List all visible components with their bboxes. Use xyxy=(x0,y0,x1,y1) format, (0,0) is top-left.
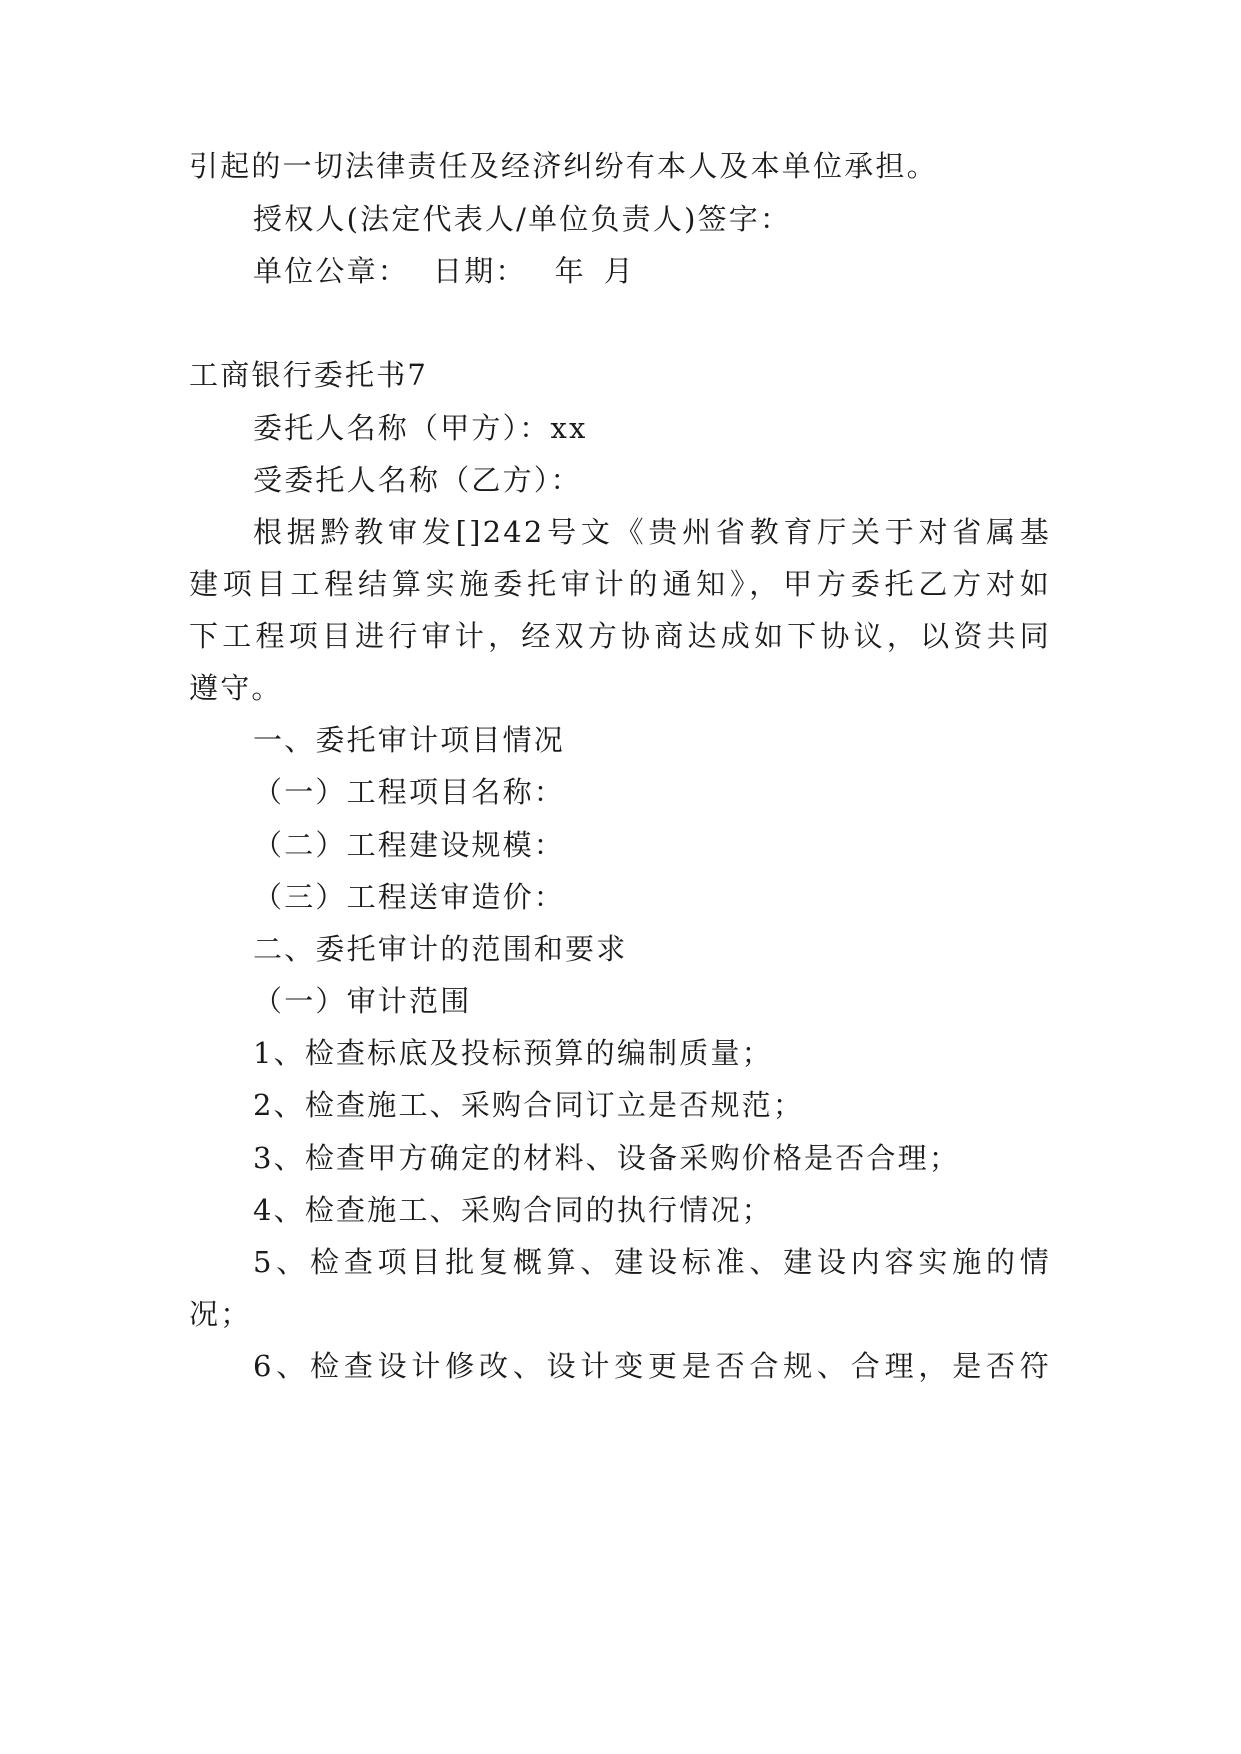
scope-item-6: 6、检查设计修改、设计变更是否合规、合理，是否符 xyxy=(253,1349,1051,1383)
part2-heading: 二、委托审计的范围和要求 xyxy=(253,932,628,966)
intro-line-2: 建项目工程结算实施委托审计的通知》，甲方委托乙方对如 xyxy=(189,567,1051,601)
part1-item-2: （二）工程建设规模： xyxy=(253,828,566,862)
year-label: 年 xyxy=(554,254,586,288)
scope-item-2: 2、检查施工、采购合同订立是否规范； xyxy=(253,1088,805,1122)
date-label: 日期： xyxy=(433,254,527,288)
part2-sub1: （一）审计范围 xyxy=(253,984,472,1018)
part1-item-3: （三）工程送审造价： xyxy=(253,880,566,914)
scope-item-3: 3、检查甲方确定的材料、设备采购价格是否合理； xyxy=(253,1141,961,1175)
agent-name: 受委托人名称（乙方）： xyxy=(253,463,582,497)
scope-item-4: 4、检查施工、采购合同的执行情况； xyxy=(253,1193,773,1227)
month-label: 月 xyxy=(603,254,636,288)
intro-line-1: 根据黔教审发[]242号文《贵州省教育厅关于对省属基 xyxy=(253,515,1051,549)
scope-item-1: 1、检查标底及投标预算的编制质量； xyxy=(253,1036,773,1070)
closing-line: 引起的一切法律责任及经济纠纷有本人及本单位承担。 xyxy=(189,149,938,183)
intro-line-3: 下工程项目进行审计，经双方协商达成如下协议，以资共同 xyxy=(189,619,1051,653)
principal-name: 委托人名称（甲方）：xx xyxy=(253,411,588,445)
scope-item-5-line-2: 况； xyxy=(189,1297,252,1331)
seal-date-row xyxy=(253,251,1051,291)
part1-item-1: （一）工程项目名称： xyxy=(253,775,566,809)
intro-line-4: 遵守。 xyxy=(189,671,283,705)
scope-item-5-line-1: 5、检查项目批复概算、建设标准、建设内容实施的情 xyxy=(253,1245,1051,1279)
seal-label: 单位公章： xyxy=(253,254,410,288)
signature-label: 授权人(法定代表人/单位负责人)签字： xyxy=(253,202,792,236)
part1-heading: 一、委托审计项目情况 xyxy=(253,723,566,757)
section-title: 工商银行委托书7 xyxy=(189,358,429,392)
